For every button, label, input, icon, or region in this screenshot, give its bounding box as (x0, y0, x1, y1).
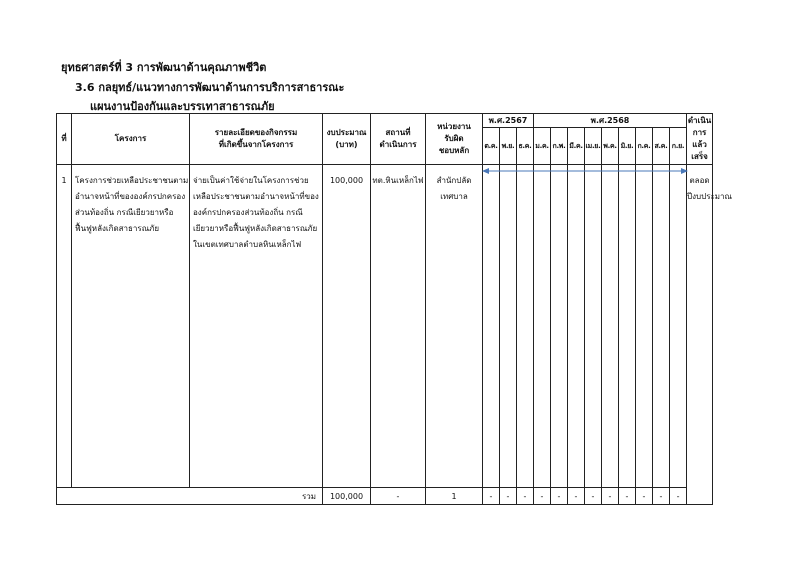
total-month-dash: - (568, 488, 585, 505)
plan-heading: แผนงานป้องกันและบรรเทาสาธารณภัย (90, 100, 275, 113)
month-cell (636, 165, 653, 488)
month-header: พ.ค. (602, 128, 619, 165)
row-location: ทต.หินเหล็กไฟ (371, 165, 426, 488)
header-budget-line2: (บาท) (335, 140, 358, 149)
header-location-line1: สถานที่ (385, 128, 411, 137)
month-header: ก.ย. (670, 128, 687, 165)
month-cell (602, 165, 619, 488)
month-header: ส.ค. (653, 128, 670, 165)
timeline-arrow (482, 166, 688, 176)
month-header: มี.ค. (568, 128, 585, 165)
month-header: ก.พ. (551, 128, 568, 165)
total-month-dash: - (585, 488, 602, 505)
header-no: ที่ (57, 114, 72, 165)
month-header: ต.ค. (483, 128, 500, 165)
month-cell (500, 165, 517, 488)
header-year-2567: พ.ศ.2567 (483, 114, 534, 128)
total-month-dash: - (602, 488, 619, 505)
header-done (687, 114, 713, 165)
header-agency-line1: หน่วยงาน (437, 122, 471, 131)
row-project: โครงการช่วยเหลือประชาชนตามอำนาจหน้าที่ขององค์กรปกครองส่วนท้องถิ่น กรณีเยียวยาหรือฟื้นฟูหลังเกิดสาธารณภัย (72, 165, 190, 488)
total-month-dash: - (483, 488, 500, 505)
month-cell (483, 165, 500, 488)
total-month-dash: - (636, 488, 653, 505)
tactic-heading: 3.6 กลยุทธ์/แนวทางการพัฒนาด้านการบริการสาธารณะ (75, 81, 345, 94)
header-detail-line1: รายละเอียดของกิจกรรม (214, 128, 298, 137)
month-header: เม.ย. (585, 128, 602, 165)
header-done-line1: ดำเนินการ (687, 116, 712, 137)
total-row (57, 488, 713, 505)
row-budget: 100,000 (323, 165, 371, 488)
month-header: ก.ค. (636, 128, 653, 165)
row-detail: จ่ายเป็นค่าใช้จ่ายในโครงการช่วยเหลือประชาชนตามอำนาจหน้าที่ขององค์กรปกครองส่วนท้องถิ่น กรณีเยียวยาหรือฟื้นฟูหลังเกิดสาธารณภัยในเขตเทศบาลตำบลหินเหล็กไฟ (190, 165, 323, 488)
header-location (371, 114, 426, 165)
header-agency (426, 114, 483, 165)
header-year-2568: พ.ศ.2568 (534, 114, 687, 128)
total-count: 1 (426, 488, 483, 505)
month-cell (585, 165, 602, 488)
table-row (57, 165, 713, 488)
month-cell (568, 165, 585, 488)
total-month-dash: - (551, 488, 568, 505)
month-cell (653, 165, 670, 488)
month-cell (619, 165, 636, 488)
month-header: ม.ค. (534, 128, 551, 165)
header-location-line2: ดำเนินการ (379, 140, 417, 149)
month-header: ธ.ค. (517, 128, 534, 165)
total-month-dash: - (500, 488, 517, 505)
month-header: มิ.ย. (619, 128, 636, 165)
total-month-dash: - (670, 488, 687, 505)
header-detail-line2: ที่เกิดขึ้นจากโครงการ (218, 140, 294, 149)
month-header: พ.ย. (500, 128, 517, 165)
header-project: โครงการ (72, 114, 190, 165)
row-no: 1 (57, 165, 72, 488)
total-month-dash: - (619, 488, 636, 505)
header-budget-line1: งบประมาณ (326, 128, 367, 137)
total-label: รวม (57, 488, 323, 505)
month-cell (551, 165, 568, 488)
strategy-heading: ยุทธศาสตร์ที่ 3 การพัฒนาด้านคุณภาพชีวิต (61, 61, 267, 74)
row-agency: สำนักปลัดเทศบาล (426, 165, 483, 488)
row-done: ตลอดปีงบประมาณ (687, 165, 713, 505)
total-month-dash: - (653, 488, 670, 505)
header-agency-line2: รับผิด (444, 134, 464, 143)
month-cell (517, 165, 534, 488)
header-done-line2: แล้วเสร็จ (691, 140, 708, 161)
total-month-dash: - (517, 488, 534, 505)
total-month-dash: - (534, 488, 551, 505)
header-agency-line3: ชอบหลัก (438, 146, 470, 155)
header-budget (323, 114, 371, 165)
total-budget: 100,000 (323, 488, 371, 505)
header-detail (190, 114, 323, 165)
month-cell (534, 165, 551, 488)
total-location: - (371, 488, 426, 505)
month-cell (670, 165, 687, 488)
